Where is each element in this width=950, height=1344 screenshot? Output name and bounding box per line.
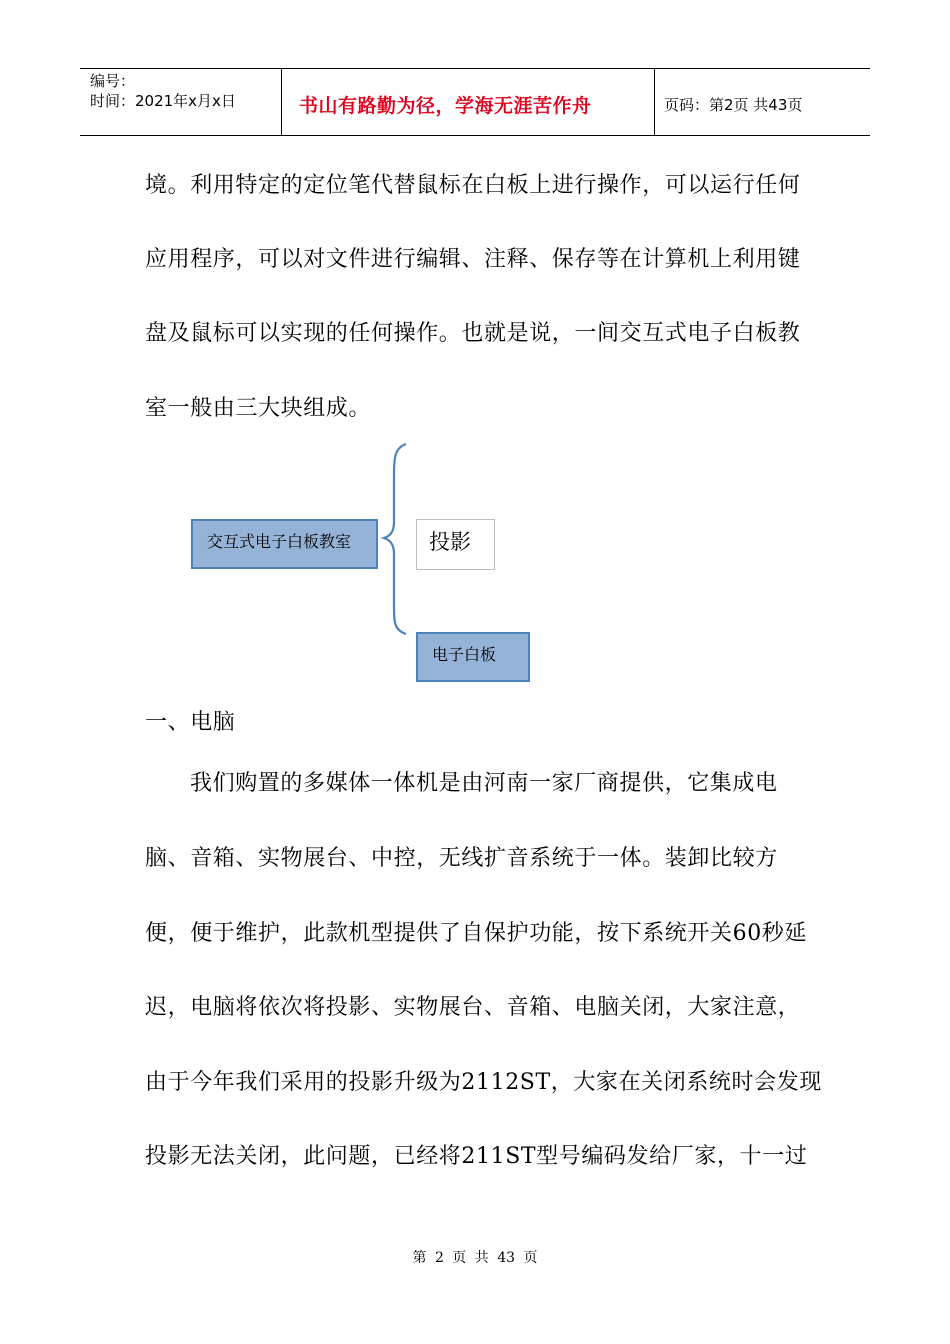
header-motto: 书山有路勤为径，学海无涯苦作舟 [299,95,592,117]
paragraph-line-4: 迟，电脑将依次将投影、实物展台、音箱、电脑关闭，大家注意， [145,995,801,1020]
diagram-item-projector: 投影 [416,519,495,570]
diagram-main-box: 交互式电子白板教室 [191,519,378,569]
diagram-item-whiteboard: 电子白板 [416,632,530,682]
header-page-indicator: 页码：第2页 共43页 [664,96,803,114]
paragraph-line-3: 便，便于维护，此款机型提供了自保护功能，按下系统开关60秒延 [145,921,807,946]
body-line-2: 应用程序，可以对文件进行编辑、注释、保存等在计算机上利用键 [145,247,801,272]
paragraph-line-5: 由于今年我们采用的投影升级为2112ST，大家在关闭系统时会发现 [145,1070,822,1095]
body-line-3: 盘及鼠标可以实现的任何操作。也就是说，一间交互式电子白板教 [145,321,801,346]
paragraph-line-6: 投影无法关闭，此问题，已经将211ST型号编码发给厂家，十一过 [145,1144,808,1169]
header-divider-left [281,68,282,136]
document-number-label: 编号： [90,72,136,90]
header-top-rule [80,68,870,69]
body-line-1: 境。利用特定的定位笔代替鼠标在白板上进行操作，可以运行任何 [145,173,801,198]
header-bottom-rule [80,135,870,136]
diagram-brace [380,440,420,640]
paragraph-line-2: 脑、音箱、实物展台、中控，无线扩音系统于一体。装卸比较方 [145,846,778,871]
header-divider-right [654,68,655,136]
document-date-label: 时间：2021年x月x日 [90,92,236,110]
footer-page-number: 第 2 页 共 43 页 [412,1250,538,1266]
paragraph-line-1: 我们购置的多媒体一体机是由河南一家厂商提供，它集成电 [190,771,778,796]
body-line-4: 室一般由三大块组成。 [145,396,372,421]
section-heading: 一、电脑 [145,710,236,735]
